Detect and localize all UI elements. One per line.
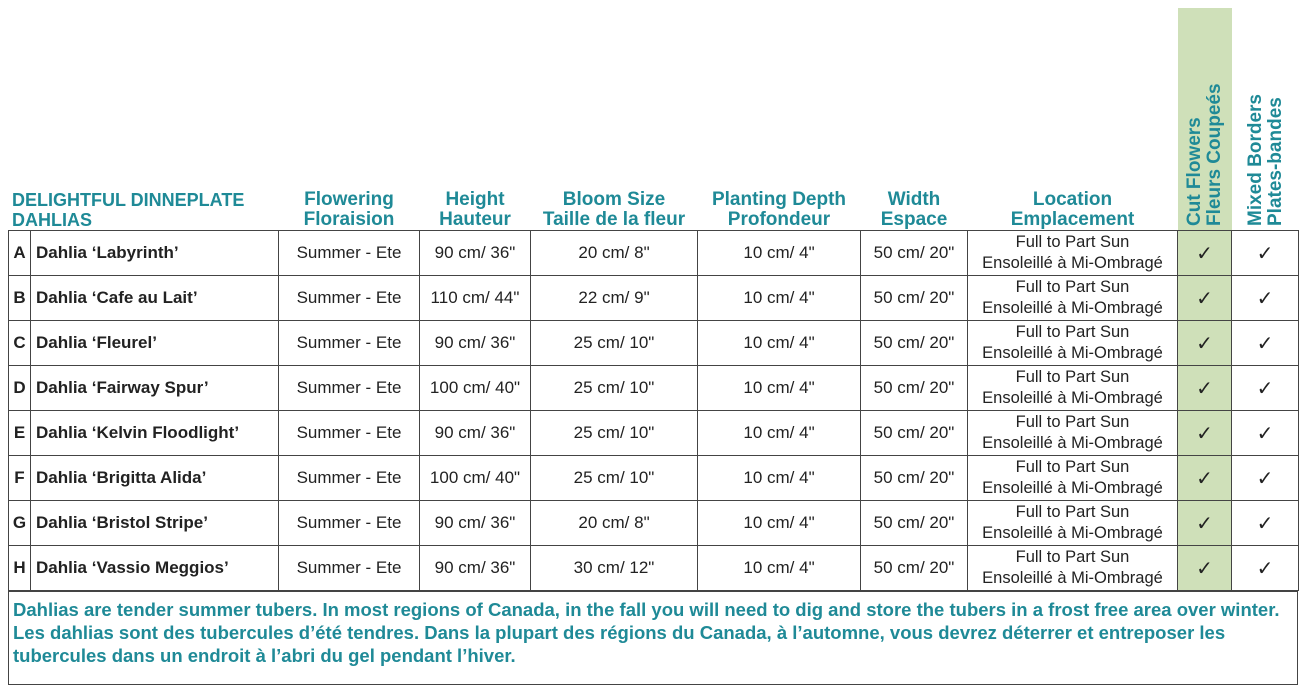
header-height-en: Height: [445, 189, 505, 210]
location-cell: [968, 366, 1178, 411]
mixed-borders-check-icon: ✓: [1232, 501, 1299, 546]
location-cell: [968, 546, 1178, 591]
width-cell: 50 cm/ 20": [861, 546, 968, 591]
variety-name: Dahlia ‘Fleurel’: [31, 321, 279, 366]
header-cut-flowers: [1185, 83, 1225, 226]
height-cell: 90 cm/ 36": [420, 546, 531, 591]
mixed-borders-check-icon: ✓: [1232, 546, 1299, 591]
height-cell: 100 cm/ 40": [420, 366, 531, 411]
height-cell: 90 cm/ 36": [420, 231, 531, 276]
header-location: [968, 190, 1177, 230]
mixed-borders-check-icon: ✓: [1232, 456, 1299, 501]
location-fr: Ensoleillé à Mi-Ombragé: [982, 569, 1163, 587]
row-letter: D: [9, 366, 31, 411]
header-depth-en: Planting Depth: [711, 189, 847, 210]
planting-depth-cell: 10 cm/ 4": [698, 231, 861, 276]
header-mixed-en: Mixed Borders: [1245, 94, 1266, 226]
planting-depth-cell: 10 cm/ 4": [698, 411, 861, 456]
header-flowering-en: Flowering: [304, 189, 394, 210]
height-cell: 90 cm/ 36": [420, 321, 531, 366]
bloom-size-cell: 22 cm/ 9": [531, 276, 698, 321]
location-en: Full to Part Sun: [1015, 503, 1130, 521]
cut-flowers-check-icon: ✓: [1178, 456, 1232, 501]
table-row: [9, 366, 1299, 411]
footnote: Dahlias are tender summer tubers. In most regions of Canada, in the fall you will need to dig and store the tubers in a frost free area over winter. Les dahlias sont des tubercules d’été tendres. Dans la plupart des régions du Canada, à l’automne, vous devrez déterrer et entreposer les tubercules dans un endroit à l’abri du gel pendant l’hiver.: [8, 591, 1298, 685]
location-cell: [968, 411, 1178, 456]
header-cut-fr: Fleurs Coupeés: [1204, 83, 1225, 226]
cut-flowers-check-icon: ✓: [1178, 546, 1232, 591]
variety-name: Dahlia ‘Kelvin Floodlight’: [31, 411, 279, 456]
location-fr: Ensoleillé à Mi-Ombragé: [982, 434, 1163, 452]
bloom-size-cell: 25 cm/ 10": [531, 456, 698, 501]
variety-name: Dahlia ‘Fairway Spur’: [31, 366, 279, 411]
row-letter: H: [9, 546, 31, 591]
width-cell: 50 cm/ 20": [861, 366, 968, 411]
location-cell: [968, 321, 1178, 366]
header-bloom-size: [531, 190, 697, 230]
cut-flowers-check-icon: ✓: [1178, 501, 1232, 546]
cut-flowers-check-icon: ✓: [1178, 276, 1232, 321]
flowering-cell: Summer - Ete: [279, 456, 420, 501]
header-planting-depth: [698, 190, 860, 230]
location-fr: Ensoleillé à Mi-Ombragé: [982, 524, 1163, 542]
variety-name: Dahlia ‘Cafe au Lait’: [31, 276, 279, 321]
width-cell: 50 cm/ 20": [861, 456, 968, 501]
flowering-cell: Summer - Ete: [279, 231, 420, 276]
planting-depth-cell: 10 cm/ 4": [698, 276, 861, 321]
bloom-size-cell: 30 cm/ 12": [531, 546, 698, 591]
flowering-cell: Summer - Ete: [279, 546, 420, 591]
location-en: Full to Part Sun: [1015, 233, 1130, 251]
location-cell: [968, 276, 1178, 321]
variety-name: Dahlia ‘Vassio Meggios’: [31, 546, 279, 591]
cut-flowers-check-icon: ✓: [1178, 321, 1232, 366]
width-cell: 50 cm/ 20": [861, 276, 968, 321]
mixed-borders-check-icon: ✓: [1232, 276, 1299, 321]
bloom-size-cell: 25 cm/ 10": [531, 411, 698, 456]
header-bloom-en: Bloom Size: [562, 189, 666, 210]
location-en: Full to Part Sun: [1015, 458, 1130, 476]
header-flowering-fr: Floraision: [303, 209, 395, 230]
location-fr: Ensoleillé à Mi-Ombragé: [982, 479, 1163, 497]
width-cell: 50 cm/ 20": [861, 231, 968, 276]
table-row: [9, 276, 1299, 321]
header-depth-fr: Profondeur: [727, 209, 831, 230]
table-row: [9, 411, 1299, 456]
header-width: [861, 190, 967, 230]
mixed-borders-check-icon: ✓: [1232, 411, 1299, 456]
variety-name: Dahlia ‘Labyrinth’: [31, 231, 279, 276]
bloom-size-cell: 20 cm/ 8": [531, 231, 698, 276]
location-fr: Ensoleillé à Mi-Ombragé: [982, 299, 1163, 317]
table-row: [9, 501, 1299, 546]
cut-flowers-check-icon: ✓: [1178, 231, 1232, 276]
table-row: [9, 321, 1299, 366]
planting-depth-cell: 10 cm/ 4": [698, 456, 861, 501]
table-row: [9, 456, 1299, 501]
header-width-en: Width: [887, 189, 941, 210]
width-cell: 50 cm/ 20": [861, 501, 968, 546]
row-letter: E: [9, 411, 31, 456]
row-letter: C: [9, 321, 31, 366]
height-cell: 110 cm/ 44": [420, 276, 531, 321]
location-fr: Ensoleillé à Mi-Ombragé: [982, 254, 1163, 272]
header-width-fr: Espace: [880, 209, 948, 230]
dahlia-table: [8, 230, 1299, 591]
table-row: [9, 546, 1299, 591]
location-cell: [968, 231, 1178, 276]
flowering-cell: Summer - Ete: [279, 501, 420, 546]
row-letter: G: [9, 501, 31, 546]
mixed-borders-check-icon: ✓: [1232, 366, 1299, 411]
planting-depth-cell: 10 cm/ 4": [698, 321, 861, 366]
mixed-borders-check-icon: ✓: [1232, 321, 1299, 366]
planting-depth-cell: 10 cm/ 4": [698, 366, 861, 411]
header-height-fr: Hauteur: [439, 209, 511, 230]
row-letter: B: [9, 276, 31, 321]
bloom-size-cell: 25 cm/ 10": [531, 321, 698, 366]
mixed-borders-check-icon: ✓: [1232, 231, 1299, 276]
location-cell: [968, 501, 1178, 546]
header-location-en: Location: [1032, 189, 1113, 210]
header-mixed-borders: [1246, 94, 1286, 226]
header-location-fr: Emplacement: [1010, 209, 1135, 230]
table-title-line1: DELIGHTFUL DINNEPLATE: [12, 190, 245, 210]
bloom-size-cell: 20 cm/ 8": [531, 501, 698, 546]
variety-name: Dahlia ‘Bristol Stripe’: [31, 501, 279, 546]
header-mixed-fr: Plates-bandes: [1265, 97, 1286, 226]
location-en: Full to Part Sun: [1015, 278, 1130, 296]
header-height: [420, 190, 530, 230]
table-title: [12, 190, 244, 230]
location-en: Full to Part Sun: [1015, 368, 1130, 386]
variety-name: Dahlia ‘Brigitta Alida’: [31, 456, 279, 501]
flowering-cell: Summer - Ete: [279, 276, 420, 321]
location-fr: Ensoleillé à Mi-Ombragé: [982, 389, 1163, 407]
cut-flowers-check-icon: ✓: [1178, 366, 1232, 411]
height-cell: 100 cm/ 40": [420, 456, 531, 501]
header-cut-en: Cut Flowers: [1184, 117, 1205, 226]
location-fr: Ensoleillé à Mi-Ombragé: [982, 344, 1163, 362]
table-title-line2: DAHLIAS: [12, 210, 92, 230]
flowering-cell: Summer - Ete: [279, 366, 420, 411]
planting-depth-cell: 10 cm/ 4": [698, 546, 861, 591]
height-cell: 90 cm/ 36": [420, 411, 531, 456]
location-en: Full to Part Sun: [1015, 413, 1130, 431]
location-cell: [968, 456, 1178, 501]
header-bloom-fr: Taille de la fleur: [542, 209, 686, 230]
planting-depth-cell: 10 cm/ 4": [698, 501, 861, 546]
header-flowering: [279, 190, 419, 230]
row-letter: F: [9, 456, 31, 501]
width-cell: 50 cm/ 20": [861, 411, 968, 456]
location-en: Full to Part Sun: [1015, 548, 1130, 566]
row-letter: A: [9, 231, 31, 276]
width-cell: 50 cm/ 20": [861, 321, 968, 366]
bloom-size-cell: 25 cm/ 10": [531, 366, 698, 411]
height-cell: 90 cm/ 36": [420, 501, 531, 546]
flowering-cell: Summer - Ete: [279, 321, 420, 366]
table-row: [9, 231, 1299, 276]
flowering-cell: Summer - Ete: [279, 411, 420, 456]
location-en: Full to Part Sun: [1015, 323, 1130, 341]
cut-flowers-check-icon: ✓: [1178, 411, 1232, 456]
